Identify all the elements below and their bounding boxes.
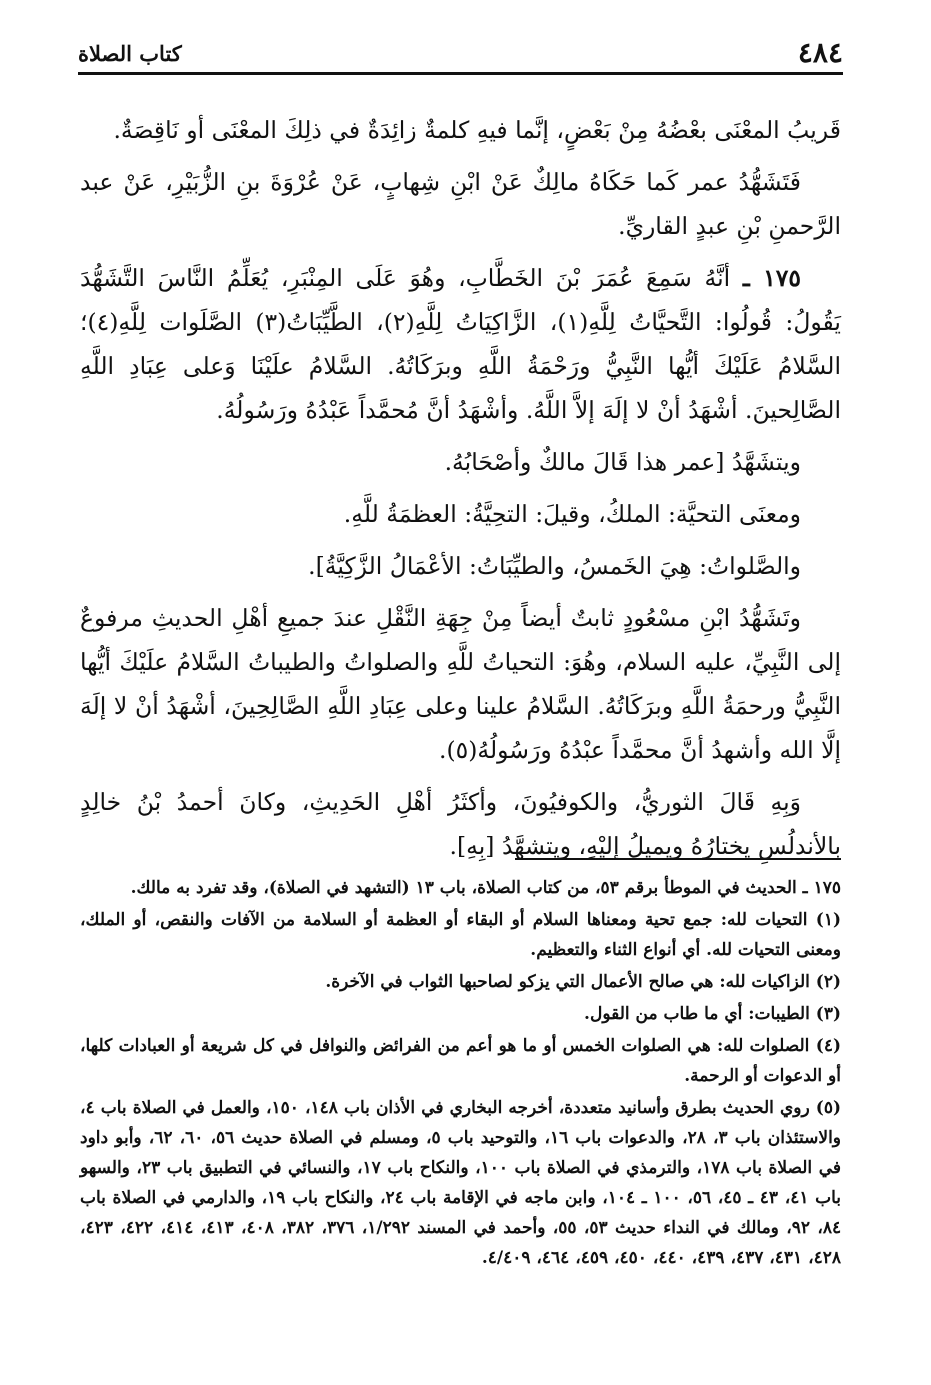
footnote-1: (١) التحيات لله: جمع تحية ومعناها السلام أو البقاء أو العظمة أو السلامة من الآفات والنقص، أو الملك، ومعنى التحيات لله. أي أنواع الثناء والتعظيم. (80, 910, 841, 960)
footnote-3: (٣) الطيبات: أي ما طاب من القول. (584, 1004, 841, 1024)
footnotes (80, 873, 841, 1275)
footnote-2: (٢) الزاكيات لله: هي صالح الأعمال التي يزكو لصاحبها الثواب في الآخرة. (325, 972, 841, 992)
paragraph-4: ويتشَهَّدُ [عمر هذا قَالَ مالكٌ وأصْحَابُهُ. (444, 448, 801, 476)
footnote-5: (٥) روي الحديث بطرق وأسانيد متعددة، أخرجه البخاري في الأذان باب ١٤٨، ١٥٠، والعمل في الصلاة باب ٤، والاستئذان باب ٣، ٢٨، والدعوات باب ١٦، والتوحيد باب ٥، ومسلم في الصلاة حديث ٥٦، ٦٠، ٦٢، وأبو داود في الصلاة باب ١٧٨، والترمذي في الصلاة باب ١٠٠، والنكاح باب ١٧، والنسائي في التطبيق باب ٢٣، والسهو باب ٤١، ٤٣ ـ ٤٥، ٥٦، ١٠٠ ـ ١٠٤، وابن ماجه في الإقامة باب ٢٤، والنكاح باب ١٩، والدارمي في الصلاة باب ٨٤، ٩٢، ومالك في النداء حديث ٥٣، ٥٥، وأحمد في المسند ١/٢٩٢، ٣٧٦، ٣٨٢، ٤٠٨، ٤١٣، ٤١٤، ٤٢٢، ٤٢٣، ٤٢٨، ٤٣١، ٤٣٧، ٤٣٩، ٤٤٠، ٤٥٠، ٤٥٩، ٤٦٤، ٤/٤٠٩. (80, 1098, 842, 1268)
page-number: ٤٨٤ (797, 36, 843, 69)
running-title: كتاب الصلاة (78, 41, 182, 66)
paragraph-2: فَتَشَهُّدُ عمر كَما حَكَاهُ مالِكٌ عَنْ ابْنِ شِهابٍ، عَنْ عُرْوَةَ بنِ الزُّبَيْرِ، عَنْ عبد الرَّحمنِ بْنِ عبدٍ القاريِّ. (80, 168, 841, 240)
paragraph-1: قَريبُ المعْنَى بعْضُهُ مِنْ بَعْضٍ، إنَّما فيهِ كلمةٌ زائِدَةٌ في ذلِكَ المعْنَى أو نَاقِصَةٌ. (113, 116, 841, 144)
footnote-divider (515, 858, 841, 860)
main-text (80, 108, 841, 876)
hadith-paragraph (80, 256, 841, 432)
paragraph-6: والصَّلواتُ: هِيَ الخَمسُ، والطيِّبَاتُ: الأعْمَالُ الزَّكِيَّةُ]. (308, 552, 801, 580)
footnote-source: ١٧٥ ـ الحديث في الموطأ برقم ٥٣، من كتاب الصلاة، باب ١٣ (التشهد في الصلاة)، وقد تفرد به مالك. (130, 878, 841, 898)
paragraph-7: وتَشَهُّدُ ابْنِ مسْعُودٍ ثابتٌ أيضاً مِنْ جِهَةِ النَّقْلِ عندَ جميعِ أهْلِ الحديثِ مرفوعٌ إلى النَّبِيِّ، عليه السلام، وهُوَ: التحياتُ للَّهِ والصلواتُ والطيباتُ السَّلامُ علَيْكَ أيُّها النَّبِيُّ ورحمَةُ اللَّهِ وبرَكَاتُهُ. السَّلامُ علينا وعلى عِبَادِ اللَّهِ الصَّالِحِينَ، أشْهَدُ أنْ لا إلَهَ إلَّا الله وأشهدُ أنَّ محمَّداً عبْدُهُ ورَسُولُهُ(٥). (80, 604, 841, 764)
page-header (78, 36, 843, 75)
hadith-number: ١٧٥ ـ (742, 264, 801, 292)
paragraph-8: وَبِهِ قَالَ الثوريُّ، والكوفيُونَ، وأكثَرُ أهْلِ الحَدِيثِ، وكانَ أحمدُ بْنُ خالِدٍ بالأندلُسِ يختارُهُ ويميلُ إليْهِ، ويتشهَّدُ [بِهِ]. (80, 788, 841, 860)
paragraph-5: ومعنَى التحيَّة: الملكُ، وقيلَ: التحِيَّةُ: العظمَةُ للَّهِ. (343, 500, 801, 528)
hadith-text: أنَّهُ سَمِعَ عُمَرَ بْنَ الخَطَّابِ، وهُوَ عَلَى المِنْبَرِ، يُعَلِّمُ النَّاسَ التَّشَهُّدَ يَقُولُ: قُولُوا: التَّحيَّاتُ لِلَّهِ(١)، الزَّاكِيَاتُ لِلَّهِ(٢)، الطَّيِّبَاتُ(٣) الصَّلَوات لِلَّهِ(٤)؛ السَّلامُ عَلَيْكَ أيُّها النَّبِيُّ ورَحْمَةُ اللَّهِ وبرَكَاتُهُ. السَّلامُ علَيْنَا وَعلى عِبَادِ اللَّهِ الصَّالِحينَ. أشْهَدُ أنْ لا إلَهَ إلاَّ اللَّهُ. وأشْهَدُ أنَّ مُحمَّداً عَبْدُهُ ورَسُولُهُ. (80, 264, 841, 424)
footnote-4: (٤) الصلوات لله: هي الصلوات الخمس أو ما هو أعم من الفرائض والنوافل في كل شريعة أو العبادات كلها، أو الدعوات أو الرحمة. (80, 1036, 841, 1086)
